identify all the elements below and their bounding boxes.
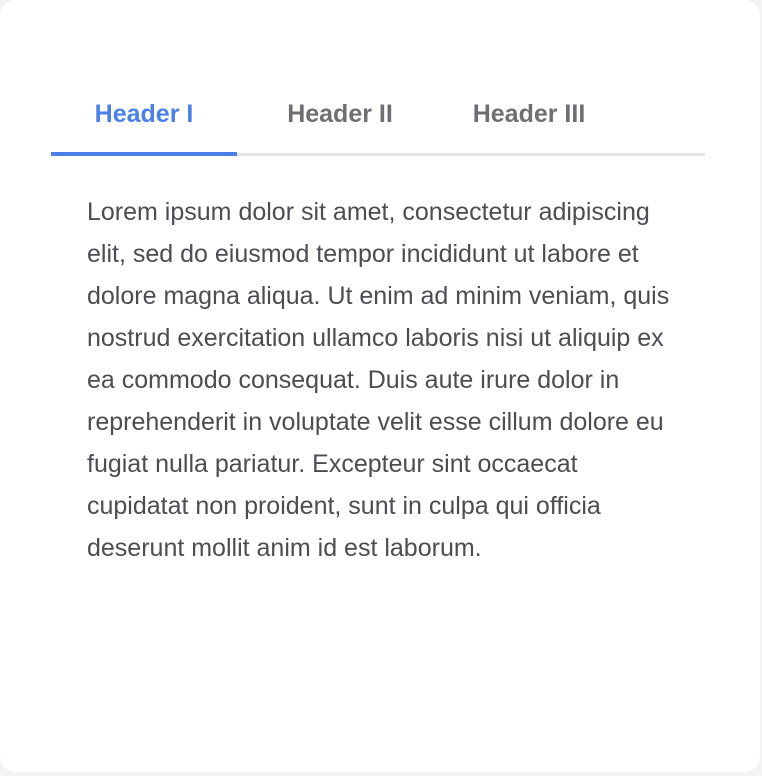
tab-header-2[interactable]: Header II [287,100,393,128]
tab-header-1[interactable]: Header I [51,76,237,153]
tab-header-3[interactable]: Header III [472,100,586,128]
tab-panel-text: Lorem ipsum dolor sit amet, consectetur adipiscing elit, sed do eiusmod tempor incididunt ut labore et dolore magna aliqua. Ut enim ad minim veniam, quis nostrud exercitation ullamco laboris nisi ut aliquip ex ea commodo consequat. Duis aute irure dolor in reprehenderit in voluptate velit esse cillum dolore eu fugiat nulla pariatur. Excepteur sint occaecat cupidatat non proident, sunt in culpa qui officia deserunt mollit anim id est laborum. [87,198,670,562]
tab-bar [51,76,705,156]
